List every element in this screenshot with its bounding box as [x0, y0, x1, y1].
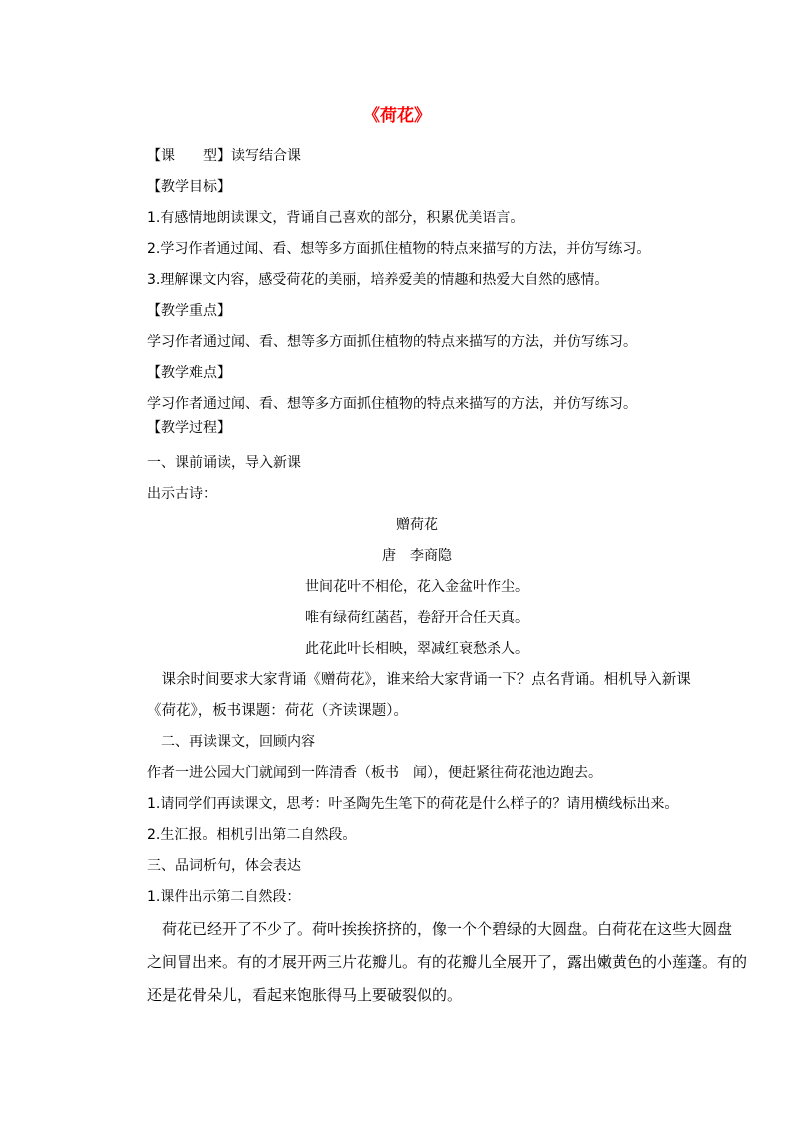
step2-item-2: 2.生汇报。相机引出第二自然段。 [147, 827, 357, 843]
passage-line-3: 还是花骨朵儿，看起来饱胀得马上要破裂似的。 [147, 986, 463, 1004]
lesson-type: 【课 型】读写结合课 [147, 148, 301, 164]
page-title: 《荷花》 [363, 106, 431, 126]
poem-line-3: 此花此叶长相映，翠减红衰愁杀人。 [305, 641, 529, 657]
difficulty-heading: 【教学难点】 [147, 365, 231, 381]
goal-item-3: 3.理解课文内容，感受荷花的美丽，培养爱美的情趣和热爱大自然的感情。 [147, 272, 609, 288]
goal-item-2: 2.学习作者通过闻、看、想等多方面抓住植物的特点来描写的方法，并仿写练习。 [147, 241, 651, 257]
process-heading: 【教学过程】 [147, 420, 231, 436]
poem-line-2: 唯有绿荷红菡萏，卷舒开合任天真。 [305, 610, 529, 626]
difficulty-text: 学习作者通过闻、看、想等多方面抓住植物的特点来描写的方法，并仿写练习。 [147, 396, 637, 412]
step3-heading: 三、品词析句，体会表达 [147, 858, 301, 874]
show-poem-label: 出示古诗： [147, 486, 217, 502]
step2-heading: 二、再读课文，回顾内容 [147, 734, 315, 750]
intro-text-line-2: 《荷花》，板书课题：荷花（齐读课题）。 [147, 703, 408, 719]
intro-text-line-1: 课余时间要求大家背诵《赠荷花》，谁来给大家背诵一下？点名背诵。相机导入新课 [147, 672, 691, 688]
key-text: 学习作者通过闻、看、想等多方面抓住植物的特点来描写的方法，并仿写练习。 [147, 334, 637, 350]
goal-item-1: 1.有感情地朗读课文，背诵自己喜欢的部分，积累优美语言。 [147, 210, 525, 226]
goals-heading: 【教学目标】 [147, 179, 231, 195]
poem-title: 赠荷花 [396, 517, 438, 533]
passage-line-1: 荷花已经开了不少了。荷叶挨挨挤挤的，像一个个碧绿的大圆盘。白荷花在这些大圆盘 [147, 920, 733, 938]
step1-heading: 一、课前诵读，导入新课 [147, 455, 301, 471]
step3-item-1: 1.课件出示第二自然段： [147, 889, 301, 905]
poem-author: 唐 李商隐 [382, 548, 452, 564]
passage-line-2: 之间冒出来。有的才展开两三片花瓣儿。有的花瓣儿全展开了，露出嫩黄色的小莲蓬。有的 [147, 953, 748, 971]
step2-text: 作者一进公园大门就闻到一阵清香（板书 闻），便赶紧往荷花池边跑去。 [147, 765, 602, 781]
key-heading: 【教学重点】 [147, 303, 231, 319]
step2-item-1: 1.请同学们再读课文，思考：叶圣陶先生笔下的荷花是什么样子的？请用横线标出来。 [147, 796, 679, 812]
poem-line-1: 世间花叶不相伦，花入金盆叶作尘。 [305, 579, 529, 595]
